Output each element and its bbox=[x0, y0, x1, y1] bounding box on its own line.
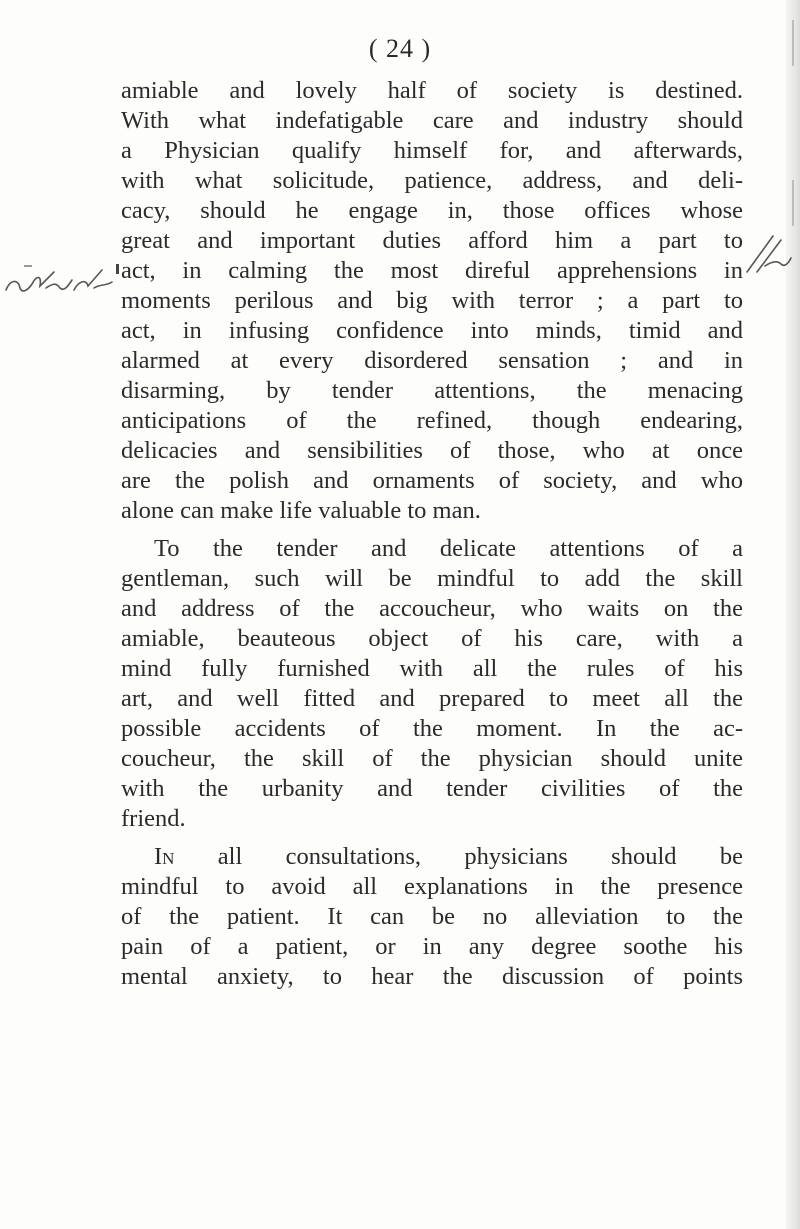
lead-line-rest: all consultations, physicians should be bbox=[217, 843, 744, 870]
text-line: with the urbanity and tender civilities of the bbox=[121, 775, 743, 802]
text-line: act, in infusing confidence into minds, timid and bbox=[121, 317, 743, 344]
text-line: amiable, beauteous object of his care, with a bbox=[121, 625, 743, 652]
text-line: delicacies and sensibilities of those, who at once bbox=[121, 437, 743, 464]
text-line: cacy, should he engage in, those offices whose bbox=[121, 197, 743, 224]
page-number: ( 24 ) bbox=[368, 34, 432, 63]
text-line: gentleman, such will be mindful to add the skill bbox=[121, 565, 743, 592]
body-text bbox=[121, 76, 743, 992]
text-line: of the patient. It can be no alleviation to the bbox=[121, 903, 743, 930]
text-line: with what solicitude, patience, address, and deli- bbox=[121, 167, 743, 194]
text-line bbox=[121, 842, 743, 872]
lead-word: In bbox=[154, 843, 175, 870]
text-line: amiable and lovely half of society is destined. bbox=[121, 77, 743, 104]
stray-ink-mark bbox=[116, 264, 119, 274]
paragraph-gap bbox=[121, 526, 743, 534]
paragraph-2 bbox=[121, 534, 743, 834]
text-line: alone can make life valuable to man. bbox=[121, 497, 481, 524]
text-line: To the tender and delicate attentions of a bbox=[154, 535, 743, 562]
paragraph-1 bbox=[121, 76, 743, 526]
text-line: mindful to avoid all explanations in the presence bbox=[121, 873, 743, 900]
text-line: are the polish and ornaments of society, and who bbox=[121, 467, 743, 494]
text-line: mental anxiety, to hear the discussion of points bbox=[121, 963, 743, 990]
text-line: pain of a patient, or in any degree soothe his bbox=[121, 933, 743, 960]
text-line: friend. bbox=[121, 805, 186, 832]
handwritten-margin-note-left bbox=[2, 260, 120, 300]
paragraph-gap bbox=[121, 834, 743, 842]
text-line: art, and well fitted and prepared to meet all the bbox=[121, 685, 743, 712]
text-line: mind fully furnished with all the rules of his bbox=[121, 655, 743, 682]
text-line: great and important duties afford him a part to bbox=[121, 227, 743, 254]
paragraph-3 bbox=[121, 842, 743, 992]
handwritten-margin-note-right bbox=[743, 232, 793, 276]
text-line: and address of the accoucheur, who waits on the bbox=[121, 595, 743, 622]
text-line: With what indefatigable care and industry should bbox=[121, 107, 743, 134]
page-edge bbox=[786, 0, 800, 1229]
text-line: disarming, by tender attentions, the menacing bbox=[121, 377, 743, 404]
text-line: coucheur, the skill of the physician should unite bbox=[121, 745, 743, 772]
edge-mark bbox=[792, 180, 794, 226]
text-line: alarmed at every disordered sensation ; and in bbox=[121, 347, 743, 374]
text-line: moments perilous and big with terror ; a part to bbox=[121, 287, 743, 314]
text-line: act, in calming the most direful apprehensions in bbox=[121, 257, 743, 284]
text-line: possible accidents of the moment. In the ac- bbox=[121, 715, 743, 742]
text-line: anticipations of the refined, though endearing, bbox=[121, 407, 743, 434]
text-line: a Physician qualify himself for, and afterwards, bbox=[121, 137, 743, 164]
